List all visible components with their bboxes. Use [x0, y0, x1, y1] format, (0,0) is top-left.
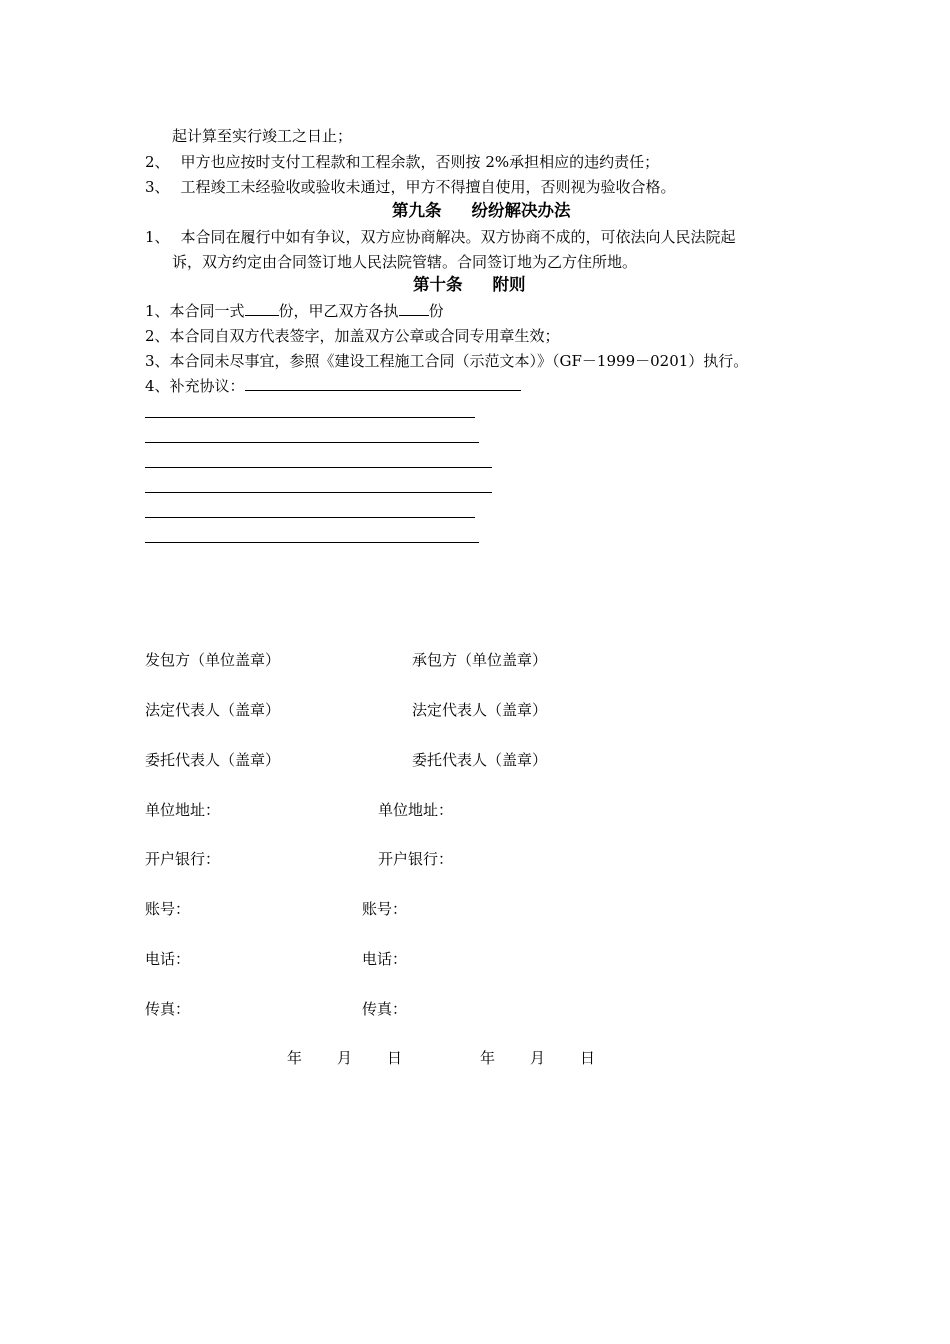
article9-heading — [392, 201, 571, 221]
employer-seal-label: 发包方（单位盖章） — [145, 651, 281, 669]
item-number: 2、 — [145, 153, 170, 171]
article9-number: 第九条 — [392, 201, 442, 220]
each-copies-blank[interactable] — [399, 301, 429, 316]
copies-label: 1、本合同一式 — [145, 302, 245, 320]
supplement-line-6[interactable] — [145, 542, 479, 543]
employer-date — [287, 1048, 402, 1068]
contractor-agent-label: 委托代表人（盖章） — [412, 751, 548, 769]
article8-continuation: 起计算至实行竣工之日止； — [172, 127, 353, 145]
contractor-account-label: 账号： — [362, 900, 408, 918]
month-label: 月 — [337, 1049, 353, 1067]
day-label: 日 — [387, 1049, 403, 1067]
contractor-date — [480, 1048, 595, 1068]
article10-heading — [413, 275, 526, 295]
contractor-seal-label: 承包方（单位盖章） — [412, 651, 548, 669]
employer-account-label: 账号： — [145, 900, 191, 918]
article10-item-1 — [145, 301, 444, 321]
item-text: 工程竣工未经验收或验收未通过，甲方不得擅自使用，否则视为验收合格。 — [180, 178, 676, 196]
each-party-label: 份，甲乙双方各执 — [278, 302, 399, 320]
employer-address-label: 单位地址： — [145, 801, 221, 819]
year-label: 年 — [480, 1049, 496, 1067]
contractor-legal-rep-label: 法定代表人（盖章） — [412, 701, 548, 719]
supplement-label: 4、补充协议： — [145, 377, 245, 395]
article10-item-4 — [145, 376, 521, 396]
item-number: 1、 — [145, 228, 170, 246]
copies-unit: 份 — [428, 302, 444, 320]
employer-phone-label: 电话： — [145, 950, 191, 968]
supplement-line-1[interactable] — [145, 417, 475, 418]
contractor-address-label: 单位地址： — [378, 801, 454, 819]
employer-legal-rep-label: 法定代表人（盖章） — [145, 701, 281, 719]
employer-agent-label: 委托代表人（盖章） — [145, 751, 281, 769]
article9-item-1-continuation: 诉，双方约定由合同签订地人民法院管辖。合同签订地为乙方住所地。 — [172, 253, 638, 271]
supplement-line-2[interactable] — [145, 442, 479, 443]
copies-blank[interactable] — [245, 301, 279, 316]
article10-item-3: 3、本合同未尽事宜，参照《建设工程施工合同（示范文本）》（GF－1999－0201）执行。 — [145, 352, 749, 370]
supplement-line-3[interactable] — [145, 467, 492, 468]
contractor-fax-label: 传真： — [362, 1000, 408, 1018]
contractor-bank-label: 开户银行： — [378, 850, 454, 868]
month-label: 月 — [530, 1049, 546, 1067]
year-label: 年 — [287, 1049, 303, 1067]
supplement-line-4[interactable] — [145, 492, 492, 493]
item-text: 甲方也应按时支付工程款和工程余款，否则按 2%承担相应的违约责任； — [180, 153, 660, 171]
contractor-phone-label: 电话： — [362, 950, 408, 968]
article10-item-2: 2、本合同自双方代表签字，加盖双方公章或合同专用章生效； — [145, 327, 560, 345]
day-label: 日 — [580, 1049, 596, 1067]
article9-title: 纷纷解决办法 — [471, 201, 571, 220]
article9-item-1 — [145, 227, 736, 247]
supplement-line-5[interactable] — [145, 517, 475, 518]
article8-item-2 — [145, 152, 659, 172]
article8-item-3 — [145, 177, 676, 197]
item-number: 3、 — [145, 178, 170, 196]
employer-bank-label: 开户银行： — [145, 850, 221, 868]
article10-number: 第十条 — [413, 275, 463, 294]
article10-title: 附则 — [492, 275, 526, 294]
supplement-blank[interactable] — [245, 376, 521, 391]
employer-fax-label: 传真： — [145, 1000, 191, 1018]
item-text: 本合同在履行中如有争议，双方应协商解决。双方协商不成的，可依法向人民法院起 — [180, 228, 736, 246]
